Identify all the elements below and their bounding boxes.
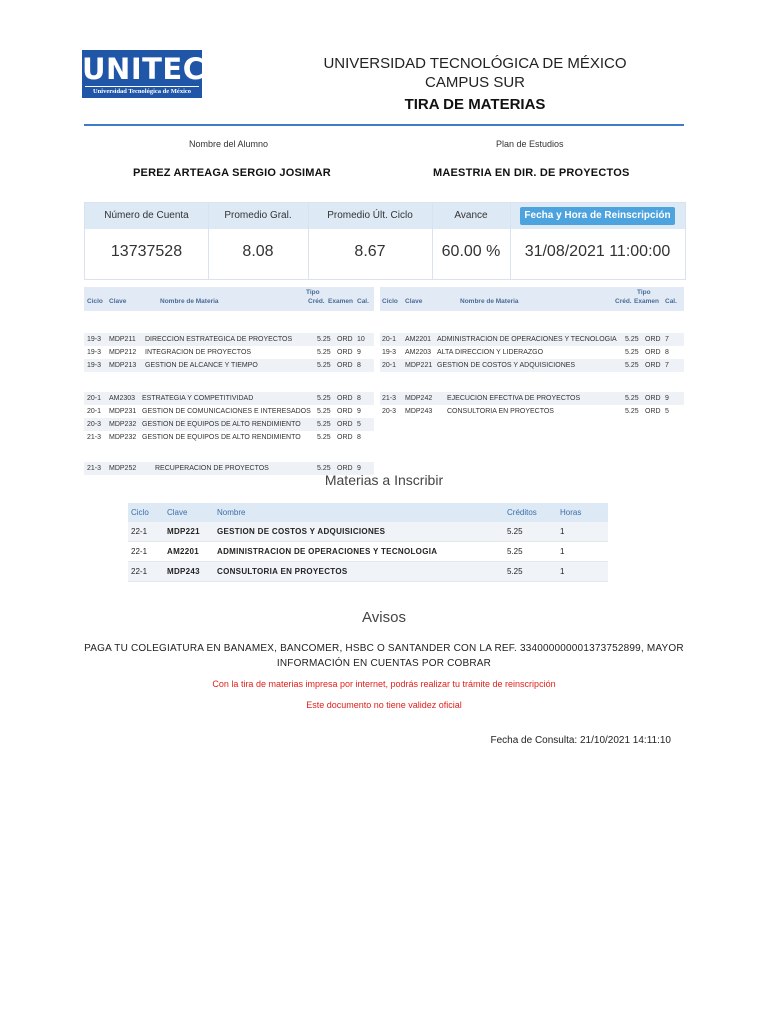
history-cell-cal: 9 (357, 349, 361, 356)
history-cell-cal: 8 (357, 434, 361, 441)
history-cell-ciclo: 19-3 (87, 336, 102, 343)
student-name-label: Nombre del Alumno (189, 139, 269, 149)
history-cell-ciclo: 20-3 (382, 408, 397, 415)
history-cell-cred: 5.25 (317, 362, 331, 369)
history-table-left (84, 287, 374, 472)
history-row (84, 359, 374, 372)
history-cell-clave: MDP243 (405, 408, 433, 415)
hist-right-clave: Clave (405, 298, 423, 305)
avisos-title: Avisos (362, 609, 406, 626)
history-cell-nombre: INTEGRACION DE PROYECTOS (145, 349, 252, 356)
enroll-header-row (128, 503, 608, 522)
history-cell-clave: MDP221 (405, 362, 433, 369)
history-cell-cred: 5.25 (317, 336, 331, 343)
stats-header-promedio: Promedio Gral. (224, 210, 292, 221)
history-right-header (380, 287, 684, 311)
stats-header-avance: Avance (454, 210, 488, 221)
history-cell-examen: ORD (337, 465, 353, 472)
history-cell-clave: MDP252 (109, 465, 137, 472)
history-cell-cal: 9 (357, 465, 361, 472)
history-cell-cal: 5 (665, 408, 669, 415)
history-cell-clave: AM2303 (109, 395, 136, 402)
history-cell-nombre: GESTION DE COSTOS Y ADQUISICIONES (437, 362, 576, 369)
hist-right-cal: Cal. (665, 298, 677, 305)
history-cell-cal: 9 (665, 395, 669, 402)
hist-left-nombre: Nombre de Materia (160, 298, 219, 305)
campus-name: CAMPUS SUR (424, 74, 525, 91)
enroll-cell-horas: 1 (560, 527, 565, 536)
history-cell-nombre: ESTRATEGIA Y COMPETITIVIDAD (142, 395, 254, 402)
history-cell-nombre: GESTION DE EQUIPOS DE ALTO RENDIMIENTO (142, 434, 301, 441)
enroll-cell-ciclo: 22-1 (131, 567, 148, 576)
reinscripcion-notice: Con la tira de materias impresa por internet, podrás realizar tu trámite de reinscripción (212, 679, 556, 689)
stats-header-cuenta: Número de Cuenta (104, 210, 189, 221)
history-cell-ciclo: 20-1 (382, 336, 397, 343)
enroll-cell-nombre: ADMINISTRACION DE OPERACIONES Y TECNOLOGIA (217, 547, 438, 556)
history-cell-cred: 5.25 (317, 349, 331, 356)
enroll-header-clave: Clave (167, 508, 188, 517)
history-cell-cal: 8 (665, 349, 669, 356)
fecha-consulta: Fecha de Consulta: 21/10/2021 14:11:10 (490, 735, 671, 746)
numero-cuenta: 13737528 (110, 243, 183, 260)
enroll-header-nombre: Nombre (217, 508, 246, 517)
enroll-header-creditos: Créditos (507, 508, 537, 517)
history-row (380, 405, 684, 418)
enroll-cell-clave: MDP221 (167, 527, 200, 536)
enroll-cell-creditos: 5.25 (507, 527, 523, 536)
history-cell-cal: 8 (357, 395, 361, 402)
history-cell-clave: MDP213 (109, 362, 137, 369)
history-cell-cal: 8 (357, 362, 361, 369)
hist-left-ciclo: Ciclo (87, 298, 103, 305)
history-row (84, 346, 374, 359)
enroll-cell-clave: MDP243 (167, 567, 200, 576)
university-name: UNIVERSIDAD TECNOLÓGICA DE MÉXICO (323, 55, 627, 72)
history-cell-clave: AM2203 (405, 349, 432, 356)
history-cell-clave: MDP211 (109, 336, 136, 343)
history-cell-examen: ORD (337, 395, 353, 402)
enroll-row (128, 522, 608, 542)
enroll-cell-creditos: 5.25 (507, 567, 523, 576)
hist-right-cred: Créd. (615, 298, 632, 305)
enroll-cell-ciclo: 22-1 (131, 547, 148, 556)
enroll-rows (128, 522, 608, 582)
history-cell-cred: 5.25 (625, 349, 639, 356)
enroll-cell-horas: 1 (560, 567, 565, 576)
stats-header-ultimo: Promedio Últ. Ciclo (327, 210, 413, 221)
fecha-reinscripcion: 31/08/2021 11:00:00 (524, 243, 671, 260)
history-cell-examen: ORD (337, 336, 353, 343)
hist-left-tipo: Tipo (306, 289, 320, 296)
history-cell-clave: MDP232 (109, 434, 137, 441)
plan-label: Plan de Estudios (496, 139, 564, 149)
enroll-cell-nombre: GESTION DE COSTOS Y ADQUISICIONES (217, 527, 386, 536)
history-cell-cred: 5.25 (317, 421, 331, 428)
history-cell-nombre: CONSULTORIA EN PROYECTOS (447, 408, 554, 415)
history-table-right (380, 287, 684, 415)
history-row (380, 392, 684, 405)
history-cell-clave: MDP242 (405, 395, 433, 402)
hist-right-examen: Examen (634, 298, 659, 305)
history-cell-examen: ORD (645, 395, 661, 402)
history-cell-ciclo: 19-3 (87, 349, 102, 356)
history-row (84, 392, 374, 405)
hist-left-cal: Cal. (357, 298, 369, 305)
history-cell-nombre: GESTION DE EQUIPOS DE ALTO RENDIMIENTO (142, 421, 301, 428)
history-cell-cred: 5.25 (625, 362, 639, 369)
history-cell-cred: 5.25 (625, 395, 639, 402)
history-row (380, 346, 684, 359)
history-cell-examen: ORD (645, 349, 661, 356)
history-cell-clave: MDP232 (109, 421, 137, 428)
logo-subtitle: Universidad Tecnológica de México (85, 86, 199, 97)
enroll-cell-clave: AM2201 (167, 547, 200, 556)
history-row (380, 359, 684, 372)
history-cell-ciclo: 20-3 (87, 421, 102, 428)
history-cell-examen: ORD (645, 408, 661, 415)
history-cell-ciclo: 20-1 (382, 362, 397, 369)
history-cell-examen: ORD (337, 434, 353, 441)
plan-name: MAESTRIA EN DIR. DE PROYECTOS (433, 167, 630, 179)
history-cell-cred: 5.25 (317, 465, 331, 472)
enroll-cell-nombre: CONSULTORIA EN PROYECTOS (217, 567, 348, 576)
avance-value: 60.00 % (441, 243, 501, 260)
hist-left-examen: Examen (328, 298, 353, 305)
history-cell-cred: 5.25 (625, 408, 639, 415)
student-name: PEREZ ARTEAGA SERGIO JOSIMAR (133, 167, 331, 179)
promedio-general: 8.08 (242, 243, 274, 260)
page-title: TIRA DE MATERIAS (404, 96, 546, 113)
history-row (84, 405, 374, 418)
history-cell-cred: 5.25 (317, 395, 331, 402)
enroll-row (128, 542, 608, 562)
enroll-title: Materias a Inscribir (324, 472, 444, 488)
history-cell-examen: ORD (337, 349, 353, 356)
history-cell-nombre: ALTA DIRECCION Y LIDERAZGO (437, 349, 544, 356)
history-cell-nombre: DIRECCION ESTRATEGICA DE PROYECTOS (145, 336, 293, 343)
history-cell-clave: MDP231 (109, 408, 137, 415)
hist-right-tipo: Tipo (637, 289, 651, 296)
history-cell-ciclo: 20-1 (87, 395, 102, 402)
history-cell-cal: 10 (357, 336, 365, 343)
history-row (380, 333, 684, 346)
history-cell-cal: 7 (665, 362, 669, 369)
history-cell-cal: 9 (357, 408, 361, 415)
history-cell-nombre: RECUPERACION DE PROYECTOS (155, 465, 269, 472)
hist-left-clave: Clave (109, 298, 127, 305)
hist-right-ciclo: Ciclo (382, 298, 398, 305)
validity-notice: Este documento no tiene validez oficial (306, 700, 462, 710)
history-row (84, 418, 374, 431)
history-cell-ciclo: 19-3 (382, 349, 397, 356)
promedio-ultimo-ciclo: 8.67 (354, 243, 386, 260)
history-cell-ciclo: 19-3 (87, 362, 102, 369)
enroll-header-ciclo: Ciclo (131, 508, 149, 517)
stats-table (84, 202, 686, 280)
history-cell-cal: 5 (357, 421, 361, 428)
enroll-cell-ciclo: 22-1 (131, 527, 148, 536)
history-cell-cred: 5.25 (317, 434, 331, 441)
hist-left-cred: Créd. (308, 298, 325, 305)
payment-notice-line1: PAGA TU COLEGIATURA EN BANAMEX, BANCOMER, HSBC O SANTANDER CON LA REF. 334000000001373752899, MAYOR (84, 643, 684, 654)
enroll-row (128, 562, 608, 582)
history-cell-ciclo: 21-3 (87, 434, 102, 441)
history-cell-nombre: GESTION DE ALCANCE Y TIEMPO (145, 362, 258, 369)
stats-header-reinscripcion (510, 203, 685, 229)
history-cell-ciclo: 20-1 (87, 408, 102, 415)
history-cell-ciclo: 21-3 (87, 465, 102, 472)
history-cell-examen: ORD (337, 421, 353, 428)
enroll-header-horas: Horas (560, 508, 582, 517)
logo-text: UNITEC (82, 52, 205, 86)
history-row (84, 431, 374, 444)
hist-right-nombre: Nombre de Materia (460, 298, 519, 305)
history-cell-ciclo: 21-3 (382, 395, 397, 402)
enroll-table (128, 503, 608, 582)
history-cell-cred: 5.25 (317, 408, 331, 415)
enroll-cell-horas: 1 (560, 547, 565, 556)
reinscripcion-badge: Fecha y Hora de Reinscripción (520, 207, 674, 225)
unitec-logo (82, 50, 205, 98)
history-cell-examen: ORD (337, 362, 353, 369)
history-cell-examen: ORD (337, 408, 353, 415)
history-cell-examen: ORD (645, 362, 661, 369)
header-divider (84, 124, 684, 126)
enroll-cell-creditos: 5.25 (507, 547, 523, 556)
history-cell-nombre: GESTION DE COMUNICACIONES E INTERESADOS (142, 408, 311, 415)
history-cell-nombre: ADMINISTRACION DE OPERACIONES Y TECNOLOGIA (437, 336, 617, 343)
payment-notice-line2: INFORMACIÓN EN CUENTAS POR COBRAR (276, 658, 492, 669)
history-cell-nombre: EJECUCION EFECTIVA DE PROYECTOS (447, 395, 581, 402)
history-cell-cal: 7 (665, 336, 669, 343)
history-left-header (84, 287, 374, 311)
history-row (84, 333, 374, 346)
history-cell-examen: ORD (645, 336, 661, 343)
history-cell-clave: MDP212 (109, 349, 137, 356)
history-cell-clave: AM2201 (405, 336, 432, 343)
history-cell-cred: 5.25 (625, 336, 639, 343)
